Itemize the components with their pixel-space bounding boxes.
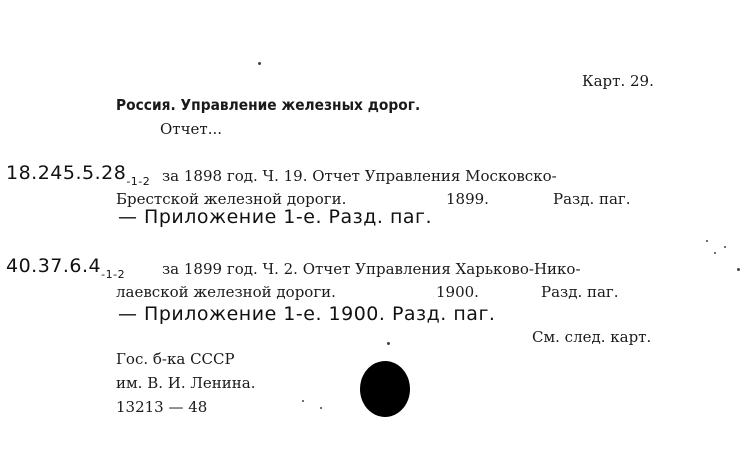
entry-2-line2-pagination: Разд. паг. xyxy=(541,283,619,301)
entry-2-line1: за 1899 год. Ч. 2. Отчет Управления Харьково-Нико- xyxy=(162,260,581,278)
entry-1-shelfmark: $18.245.5.28_{-1-2}$ xyxy=(6,162,151,188)
library-line-1: Гос. б-ка СССР xyxy=(116,350,235,368)
scan-speck xyxy=(387,342,390,345)
library-line-3: 13213 — 48 xyxy=(116,398,208,416)
card-title: Россия. Управление железных дорог. xyxy=(116,96,421,114)
card-subtitle: Отчет... xyxy=(160,120,222,138)
entry-1-line2-pagination: Разд. паг. xyxy=(553,190,631,208)
entry-1-line2-title: Брестской железной дороги. xyxy=(116,190,347,208)
scan-speck xyxy=(737,268,740,271)
scan-speck xyxy=(258,62,261,65)
scan-speck xyxy=(724,246,726,248)
entry-1-line1: за 1898 год. Ч. 19. Отчет Управления Московско- xyxy=(162,167,557,185)
entry-1-line2-year: 1899. xyxy=(446,190,489,208)
entry-2-shelfmark: $40.37.6.4_{-1-2}$ xyxy=(6,255,126,281)
library-line-2: им. В. И. Ленина. xyxy=(116,374,256,392)
black-round-stamp-icon xyxy=(360,361,410,417)
card-number: Карт. 29. xyxy=(582,72,654,90)
entry-2-line2-title: лаевской железной дороги. xyxy=(116,283,336,301)
entry-2-line2-year: 1900. xyxy=(436,283,479,301)
see-next-card: См. след. карт. xyxy=(532,328,652,346)
scan-speck xyxy=(714,252,716,254)
entry-2-handwritten-note: — Приложение 1-е. 1900. Разд. паг. xyxy=(118,303,496,325)
scan-speck xyxy=(320,407,322,409)
entry-1-handwritten-note: — Приложение 1-е. Разд. паг. xyxy=(118,206,433,228)
scan-speck xyxy=(706,240,708,242)
scan-speck xyxy=(302,400,304,402)
